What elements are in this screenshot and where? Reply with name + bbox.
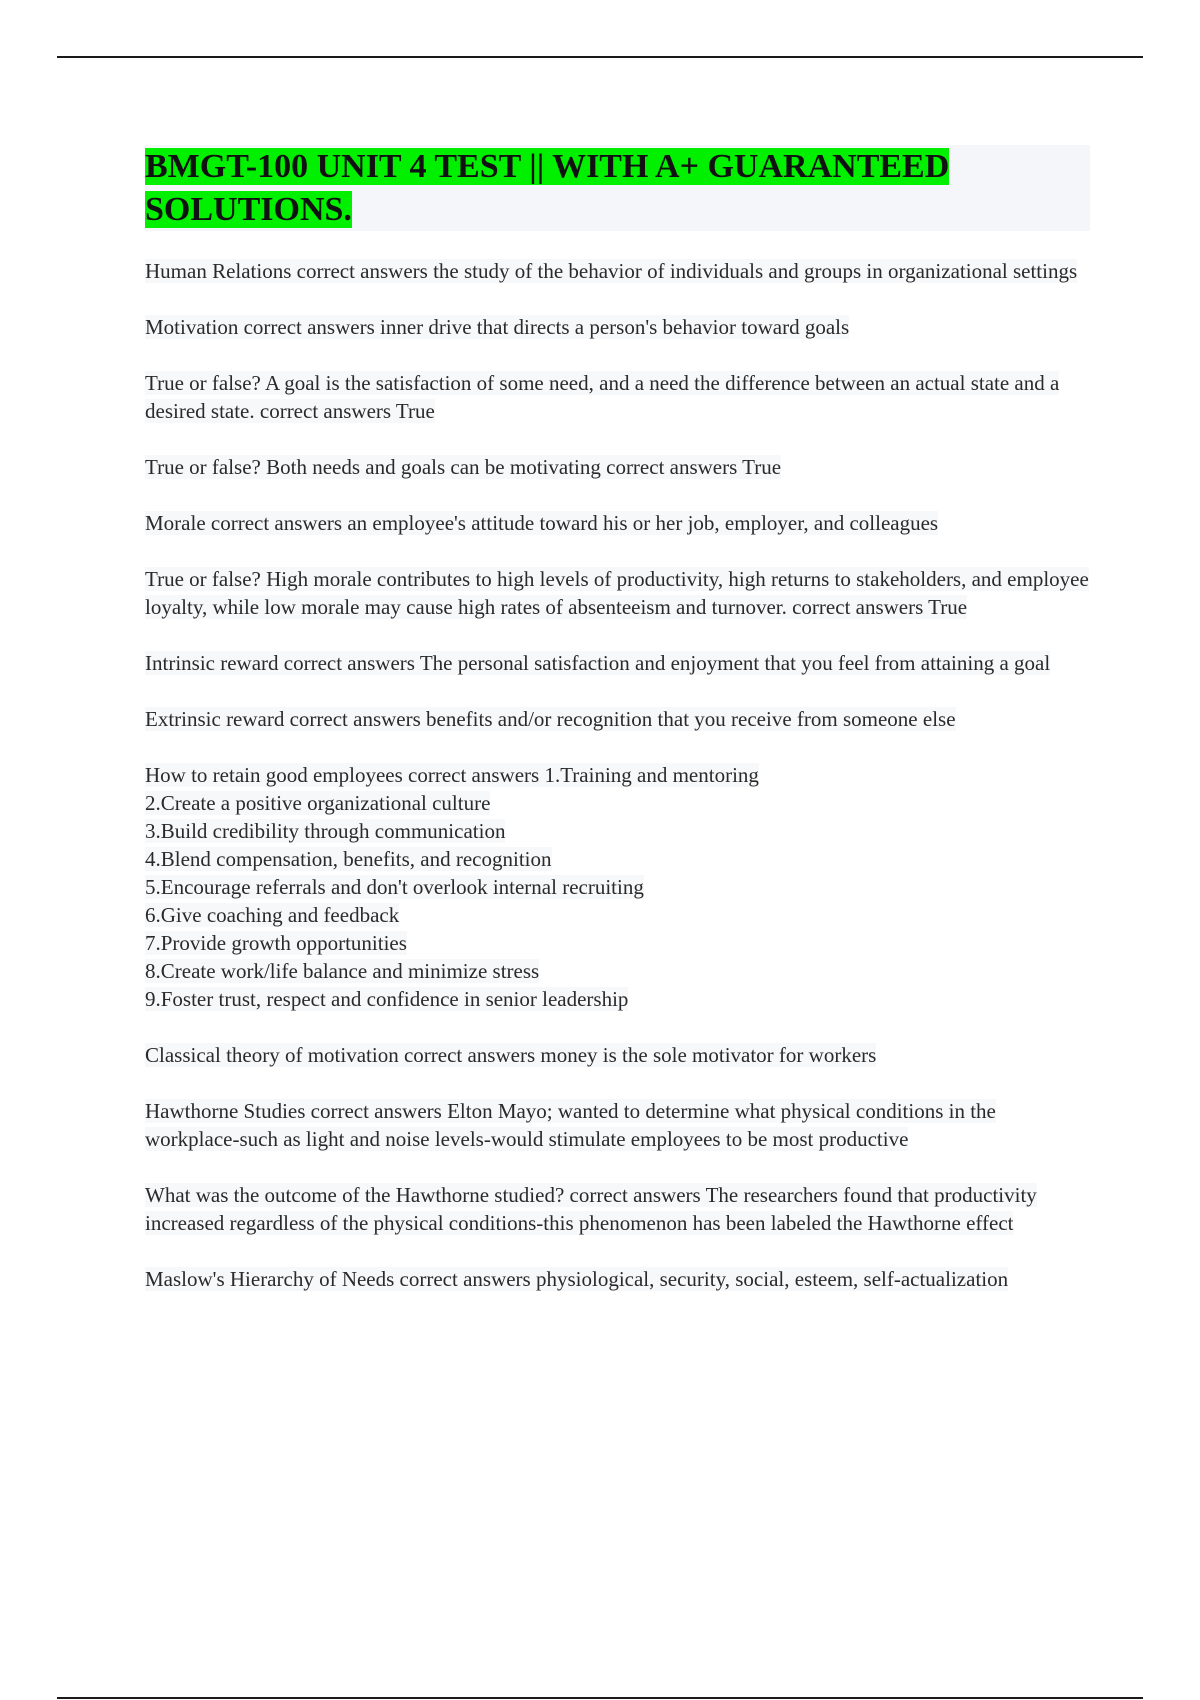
document-body (145, 145, 1090, 1321)
qa-entry: True or false? Both needs and goals can be motivating correct answers True (145, 455, 782, 479)
qa-entry: True or false? A goal is the satisfaction of some need, and a need the difference between an actual state and a desired state. correct answers True (145, 371, 1060, 423)
list-item: 2.Create a positive organizational culture (145, 791, 491, 815)
qa-entry: Intrinsic reward correct answers The personal satisfaction and enjoyment that you feel from attaining a goal (145, 651, 1051, 675)
title-block (145, 145, 1090, 231)
qa-entry: Classical theory of motivation correct answers money is the sole motivator for workers (145, 1043, 877, 1067)
qa-entry: Motivation correct answers inner drive that directs a person's behavior toward goals (145, 315, 850, 339)
document-title (145, 145, 1090, 231)
qa-entry: True or false? High morale contributes to high levels of productivity, high returns to stakeholders, and employee loyalty, while low morale may cause high rates of absenteeism and turnover. correct answers True (145, 567, 1089, 619)
qa-entry: Extrinsic reward correct answers benefits and/or recognition that you receive from someone else (145, 707, 956, 731)
list-item: 3.Build credibility through communication (145, 819, 506, 843)
qa-entry: What was the outcome of the Hawthorne studied? correct answers The researchers found that productivity increased regardless of the physical conditions-this phenomenon has been labeled the Hawthorne effect (145, 1183, 1037, 1235)
list-item: How to retain good employees correct answers 1.Training and mentoring (145, 763, 759, 787)
list-item: 6.Give coaching and feedback (145, 903, 400, 927)
top-rule (57, 56, 1143, 58)
bottom-rule (57, 1697, 1143, 1699)
list-item: 8.Create work/life balance and minimize stress (145, 959, 540, 983)
list-item: 5.Encourage referrals and don't overlook internal recruiting (145, 875, 644, 899)
qa-entry: Maslow's Hierarchy of Needs correct answers physiological, security, social, esteem, self-actualization (145, 1267, 1009, 1291)
qa-entry: Morale correct answers an employee's attitude toward his or her job, employer, and colleagues (145, 511, 939, 535)
qa-entry: Hawthorne Studies correct answers Elton Mayo; wanted to determine what physical conditions in the workplace-such as light and noise levels-would stimulate employees to be most productive (145, 1099, 996, 1151)
list-item: 9.Foster trust, respect and confidence in senior leadership (145, 987, 629, 1011)
qa-entry: Human Relations correct answers the study of the behavior of individuals and groups in organizational settings (145, 259, 1078, 283)
list-item: 7.Provide growth opportunities (145, 931, 407, 955)
title-highlight: BMGT-100 UNIT 4 TEST || WITH A+ GUARANTEED SOLUTIONS. (145, 148, 950, 228)
list-item: 4.Blend compensation, benefits, and recognition (145, 847, 552, 871)
retain-employees-list (145, 761, 1090, 1013)
